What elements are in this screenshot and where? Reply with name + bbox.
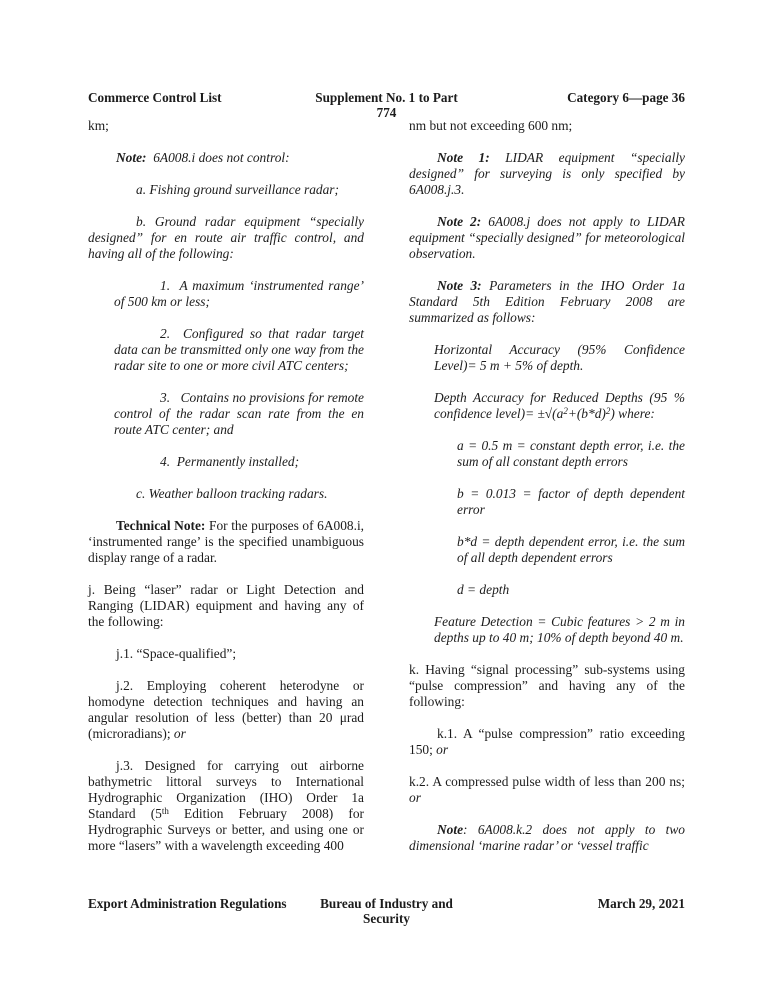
text-segment: or: [173, 726, 186, 741]
paragraph: [88, 582, 364, 630]
text-segment: : 6A008.k.2 does not apply to two dimensional ‘marine radar’ or ‘vessel traffic: [409, 822, 685, 853]
paragraph: [88, 646, 364, 662]
paragraph: [457, 486, 685, 518]
paragraph: [409, 822, 685, 854]
text-segment: 2: [605, 406, 611, 416]
text-segment: LIDAR equipment “specially designed” for surveying is only specified by 6A008.j.3.: [409, 150, 685, 197]
paragraph: [88, 150, 364, 166]
paragraph: [88, 182, 364, 198]
text-segment: j.1. “Space-qualified”;: [116, 646, 237, 661]
paragraph: [88, 678, 364, 742]
paragraph: [88, 758, 364, 854]
paragraph: [457, 534, 685, 566]
text-segment: Note: [437, 822, 464, 837]
text-segment: nm but not exceeding 600 nm;: [409, 118, 573, 133]
footer-regulations-label: Export Administration Regulations: [88, 896, 287, 911]
paragraph: [114, 278, 364, 310]
text-segment: 4. Permanently installed;: [160, 454, 300, 469]
left-column: [88, 118, 364, 870]
paragraph: [114, 454, 364, 470]
text-segment: Technical Note:: [116, 518, 206, 533]
text-segment: 6A008.i does not control:: [146, 150, 290, 165]
text-segment: k. Having “signal processing” sub-systems using “pulse compression” and having any of the following:: [409, 662, 685, 709]
text-segment: b. Ground radar equipment “specially designed” for en route air traffic control, and having all of the following:: [88, 214, 364, 261]
page-header: [88, 90, 685, 120]
header-supplement-title: Supplement No. 1 to Part 774: [315, 90, 458, 120]
paragraph: [409, 150, 685, 198]
text-segment: 2. Configured so that radar target data can be transmitted only one way from the radar site to one or more civil ATC centers;: [114, 326, 364, 373]
paragraph: [434, 390, 685, 422]
text-segment: Feature Detection = Cubic features > 2 m in depths up to 40 m; 10% of depth beyond 40 m.: [434, 614, 685, 645]
text-segment: a. Fishing ground surveillance radar;: [136, 182, 339, 197]
text-segment: ) where:: [610, 406, 655, 421]
header-document-title: Commerce Control List: [88, 90, 222, 105]
paragraph: [88, 518, 364, 566]
paragraph: [88, 118, 364, 134]
text-segment: Parameters in the IHO Order 1a Standard 5th Edition February 2008 are summarized as follows:: [409, 278, 685, 325]
text-segment: Note 3:: [437, 278, 482, 293]
paragraph: [409, 118, 685, 134]
footer-date: March 29, 2021: [597, 896, 685, 911]
text-segment: or: [409, 790, 421, 805]
paragraph: [409, 278, 685, 326]
text-segment: Note:: [116, 150, 147, 165]
text-segment: b = 0.013 = factor of depth dependent error: [457, 486, 685, 517]
text-segment: j. Being “laser” radar or Light Detection and Ranging (LIDAR) equipment and having any of the following:: [88, 582, 364, 629]
paragraph: [457, 582, 685, 598]
footer-bureau-label: Bureau of Industry and Security: [320, 896, 453, 926]
text-segment: Note 1:: [437, 150, 490, 165]
paragraph: [409, 214, 685, 262]
text-segment: k.2. A compressed pulse width of less than 200 ns;: [409, 774, 685, 789]
text-segment: or: [436, 742, 449, 757]
text-segment: Horizontal Accuracy (95% Confidence Level)= 5 m + 5% of depth.: [434, 342, 685, 373]
text-segment: +(b*d): [567, 406, 606, 421]
paragraph: [434, 614, 685, 646]
text-segment: c. Weather balloon tracking radars.: [136, 486, 328, 501]
paragraph: [409, 726, 685, 758]
text-segment: Depth Accuracy for Reduced Depths (95 % confidence level)= ±√(a: [434, 390, 685, 421]
paragraph: [114, 326, 364, 374]
paragraph: [88, 486, 364, 502]
page-footer: [88, 896, 685, 926]
paragraph: [457, 438, 685, 470]
text-segment: b*d = depth dependent error, i.e. the sum of all depth dependent errors: [457, 534, 685, 565]
text-segment: j.2. Employing coherent heterodyne or homodyne detection techniques and having an angular resolution of less (better) than 20 μrad (microradians);: [88, 678, 364, 741]
paragraph: [114, 390, 364, 438]
text-segment: th: [161, 806, 169, 816]
text-segment: d = depth: [457, 582, 510, 597]
paragraph: [409, 774, 685, 806]
text-segment: 1. A maximum ‘instrumented range’ of 500 km or less;: [114, 278, 364, 309]
text-segment: j.3. Designed for carrying out airborne bathymetric littoral surveys to International Hydrographic Organization (IHO) Order 1a Standard (5: [88, 758, 364, 821]
paragraph: [409, 662, 685, 710]
paragraph: [434, 342, 685, 374]
text-segment: 3. Contains no provisions for remote control of the radar scan rate from the en route ATC center; and: [114, 390, 364, 437]
header-category-page: Category 6—page 36: [567, 90, 685, 105]
right-column: [409, 118, 685, 870]
text-segment: Note 2:: [437, 214, 482, 229]
text-segment: km;: [88, 118, 109, 133]
paragraph: [88, 214, 364, 262]
page-body: [88, 118, 685, 870]
text-segment: For the purposes of 6A008.i, ‘instrumented range’ is the specified unambiguous display range of a radar.: [88, 518, 365, 565]
text-segment: 2: [563, 406, 568, 416]
text-segment: 6A008.j does not apply to LIDAR equipment “specially designed” for meteorological observation.: [409, 214, 685, 261]
text-segment: Edition February 2008) for Hydrographic Surveys or better, and using one or more “lasers” with a wavelength exceeding 400: [88, 806, 364, 853]
text-segment: k.1. A “pulse compression” ratio exceeding 150;: [409, 726, 685, 757]
text-segment: a = 0.5 m = constant depth error, i.e. the sum of all constant depth errors: [457, 438, 685, 469]
